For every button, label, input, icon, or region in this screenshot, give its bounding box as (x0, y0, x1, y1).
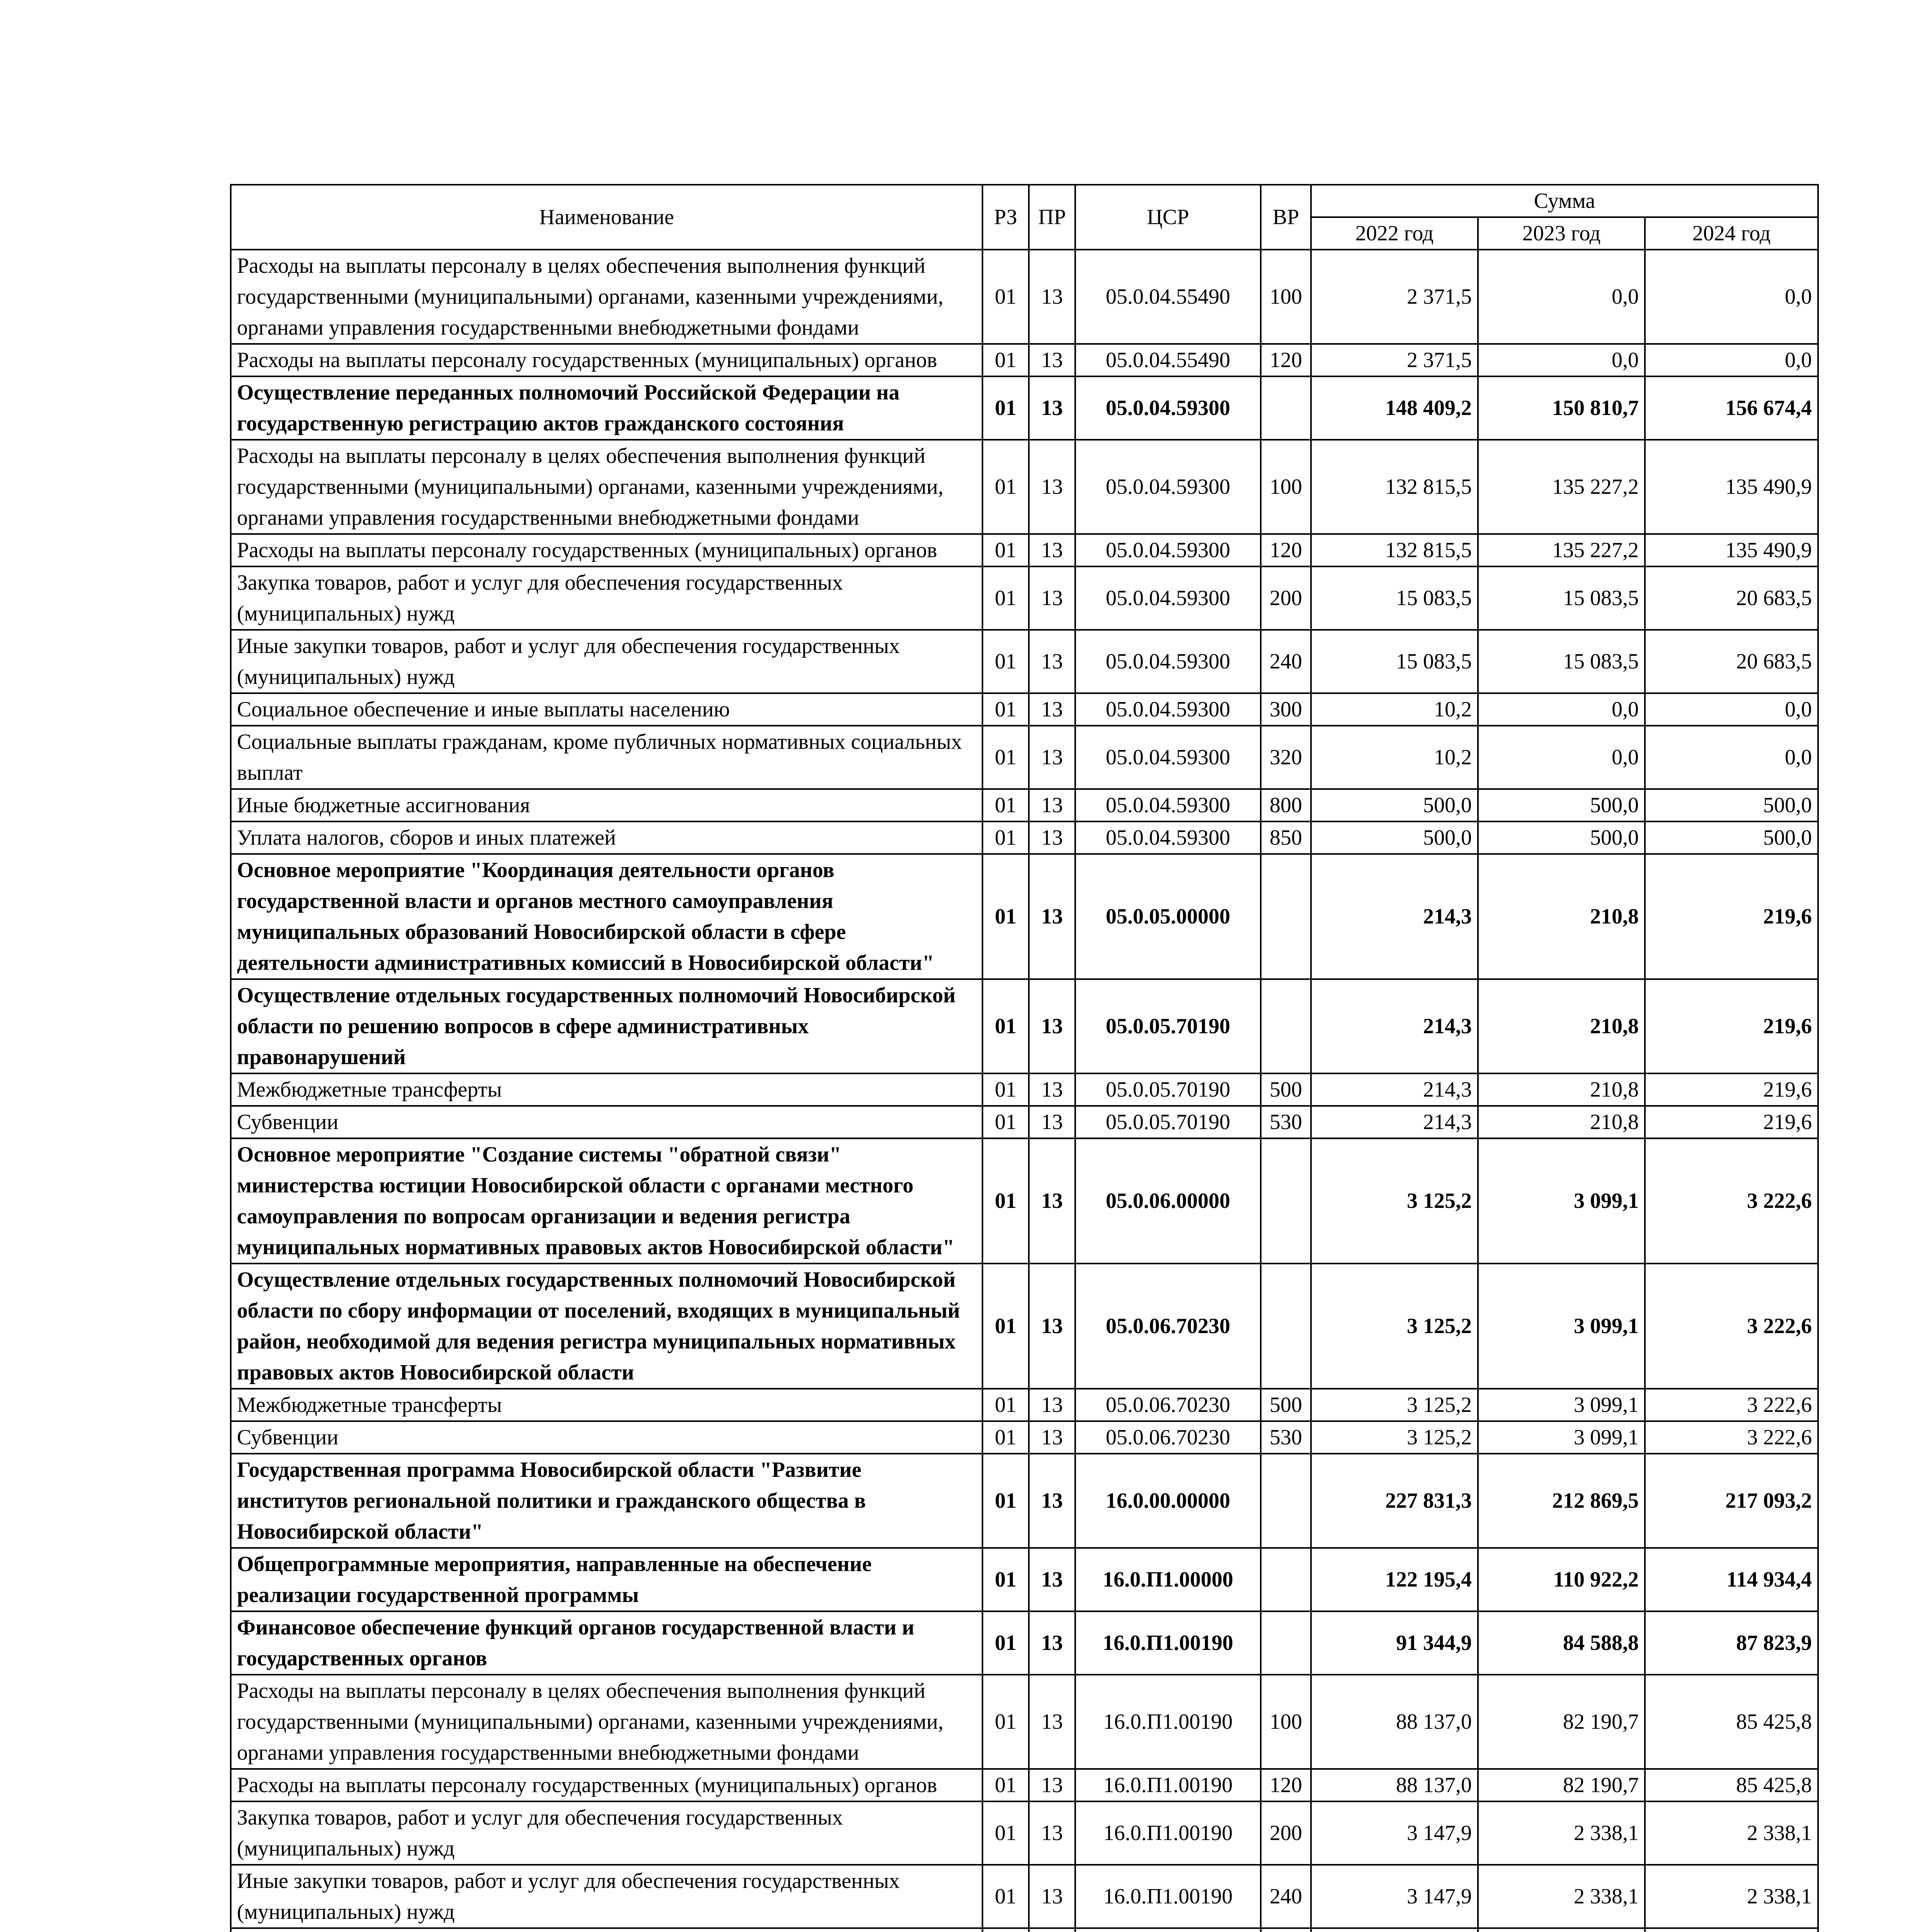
cell-amount-2024: 0,0 (1645, 344, 1818, 376)
cell-amount-2023: 3 099,1 (1478, 1389, 1645, 1421)
cell-amount-2024: 219,6 (1645, 1073, 1818, 1106)
table-row (231, 1611, 1818, 1675)
cell-pr: 13 (1029, 821, 1075, 854)
cell-csr: 05.0.04.59300 (1075, 821, 1261, 854)
cell-amount-2022: 132 815,5 (1311, 440, 1478, 534)
cell-amount-2024: 20 683,5 (1645, 566, 1818, 630)
cell-name: Социальное обеспечение и иные выплаты населению (231, 693, 982, 726)
cell-vr: 300 (1261, 693, 1311, 726)
budget-table (230, 184, 1819, 1932)
cell-amount-2022: 3 147,9 (1311, 1801, 1478, 1865)
cell-rz: 01 (982, 1389, 1029, 1421)
cell-amount-2022: 3 147,9 (1311, 1865, 1478, 1928)
cell-amount-2022: 3 125,2 (1311, 1138, 1478, 1264)
cell-amount-2022: 214,3 (1311, 854, 1478, 979)
cell-amount-2023: 0,0 (1478, 693, 1645, 726)
cell-csr: 16.0.П1.00190 (1075, 1769, 1261, 1801)
cell-pr (1029, 1928, 1075, 1932)
cell-csr: 16.0.00.00000 (1075, 1454, 1261, 1548)
cell-amount-2023 (1478, 1928, 1645, 1932)
cell-pr: 13 (1029, 250, 1075, 344)
cell-name: Осуществление переданных полномочий Российской Федерации на государственную регистрацию актов гражданского состояния (231, 376, 982, 440)
cell-rz: 01 (982, 440, 1029, 534)
cell-vr: 120 (1261, 344, 1311, 376)
cell-csr: 05.0.04.59300 (1075, 376, 1261, 440)
table-row (231, 1389, 1818, 1421)
cell-vr (1261, 1138, 1311, 1264)
cell-name: Осуществление отдельных государственных полномочий Новосибирской области по решению вопросов в сфере административных правонарушений (231, 979, 982, 1073)
cell-rz: 01 (982, 344, 1029, 376)
cell-pr: 13 (1029, 726, 1075, 789)
cell-rz: 01 (982, 250, 1029, 344)
cell-name: Расходы на выплаты персоналу в целях обеспечения выполнения функций государственными (муниципальными) органами, казенными учреждениями, органами управления государственными внебюджетными фондами (231, 250, 982, 344)
table-row (231, 979, 1818, 1073)
header-year-2023: 2023 год (1478, 217, 1645, 250)
cell-amount-2022: 88 137,0 (1311, 1675, 1478, 1769)
cell-name: Иные бюджетные ассигнования (231, 789, 982, 821)
table-row (231, 854, 1818, 979)
cell-name: Межбюджетные трансферты (231, 1073, 982, 1106)
cell-rz: 01 (982, 1611, 1029, 1675)
cell-csr: 05.0.05.70190 (1075, 1106, 1261, 1138)
cell-csr: 05.0.04.55490 (1075, 344, 1261, 376)
cell-amount-2022 (1311, 1928, 1478, 1932)
cell-amount-2023: 500,0 (1478, 789, 1645, 821)
table-row (231, 376, 1818, 440)
cell-amount-2024: 3 222,6 (1645, 1264, 1818, 1389)
table-row (231, 1454, 1818, 1548)
cell-amount-2023: 2 338,1 (1478, 1801, 1645, 1865)
cell-vr (1261, 1264, 1311, 1389)
cell-pr: 13 (1029, 344, 1075, 376)
cell-amount-2024: 219,6 (1645, 854, 1818, 979)
cell-amount-2024: 500,0 (1645, 821, 1818, 854)
cell-name: Уплата налогов, сборов и иных платежей (231, 821, 982, 854)
cell-csr: 16.0.П1.00000 (1075, 1548, 1261, 1611)
cell-amount-2023: 15 083,5 (1478, 566, 1645, 630)
table-row (231, 726, 1818, 789)
cell-pr: 13 (1029, 534, 1075, 566)
cell-rz (982, 1928, 1029, 1932)
cell-amount-2024: 85 425,8 (1645, 1675, 1818, 1769)
cell-csr: 05.0.04.59300 (1075, 789, 1261, 821)
cell-name: Общепрограммные мероприятия, направленные на обеспечение реализации государственной программы (231, 1548, 982, 1611)
cell-pr: 13 (1029, 1421, 1075, 1454)
cell-csr: 05.0.05.00000 (1075, 854, 1261, 979)
cell-name (231, 1928, 982, 1932)
cell-rz: 01 (982, 1548, 1029, 1611)
cell-vr: 100 (1261, 1675, 1311, 1769)
cell-amount-2023: 3 099,1 (1478, 1421, 1645, 1454)
cell-vr: 200 (1261, 566, 1311, 630)
cell-csr: 16.0.П1.00190 (1075, 1675, 1261, 1769)
cell-csr: 05.0.06.70230 (1075, 1389, 1261, 1421)
cell-amount-2024: 3 222,6 (1645, 1421, 1818, 1454)
cell-pr: 13 (1029, 854, 1075, 979)
cell-amount-2022: 214,3 (1311, 1073, 1478, 1106)
cell-amount-2023: 82 190,7 (1478, 1675, 1645, 1769)
cell-pr: 13 (1029, 566, 1075, 630)
cell-pr: 13 (1029, 789, 1075, 821)
cell-name: Расходы на выплаты персоналу государственных (муниципальных) органов (231, 534, 982, 566)
cell-csr: 05.0.05.70190 (1075, 979, 1261, 1073)
cell-amount-2023: 500,0 (1478, 821, 1645, 854)
header-row-top (231, 185, 1818, 217)
cell-csr: 16.0.П1.00190 (1075, 1801, 1261, 1865)
cell-amount-2024: 135 490,9 (1645, 440, 1818, 534)
cell-csr: 05.0.04.59300 (1075, 566, 1261, 630)
cell-pr: 13 (1029, 1865, 1075, 1928)
cell-amount-2022: 214,3 (1311, 1106, 1478, 1138)
cell-amount-2022: 15 083,5 (1311, 630, 1478, 693)
cell-amount-2023: 210,8 (1478, 979, 1645, 1073)
cell-vr: 530 (1261, 1421, 1311, 1454)
cell-vr: 240 (1261, 1865, 1311, 1928)
cell-pr: 13 (1029, 1138, 1075, 1264)
cell-amount-2023: 210,8 (1478, 1106, 1645, 1138)
cell-vr: 120 (1261, 534, 1311, 566)
header-name: Наименование (231, 185, 982, 250)
cell-amount-2024: 114 934,4 (1645, 1548, 1818, 1611)
table-row (231, 821, 1818, 854)
cell-amount-2022: 3 125,2 (1311, 1264, 1478, 1389)
cell-vr (1261, 1454, 1311, 1548)
cell-amount-2024: 0,0 (1645, 693, 1818, 726)
cell-rz: 01 (982, 1138, 1029, 1264)
cell-amount-2024: 0,0 (1645, 726, 1818, 789)
cell-vr (1261, 376, 1311, 440)
cell-name: Осуществление отдельных государственных полномочий Новосибирской области по сбору информации от поселений, входящих в муниципальный район, необходимой для ведения регистра муниципальных нормативных правовых актов Новосибирской области (231, 1264, 982, 1389)
cell-amount-2022: 88 137,0 (1311, 1769, 1478, 1801)
table-row (231, 1865, 1818, 1928)
table-row (231, 1548, 1818, 1611)
cell-vr: 800 (1261, 789, 1311, 821)
cell-amount-2023: 0,0 (1478, 344, 1645, 376)
cell-vr: 100 (1261, 250, 1311, 344)
cell-amount-2022: 2 371,5 (1311, 344, 1478, 376)
cell-amount-2022: 91 344,9 (1311, 1611, 1478, 1675)
header-sum: Сумма (1311, 185, 1818, 217)
table-row (231, 344, 1818, 376)
cell-rz: 01 (982, 1264, 1029, 1389)
cell-amount-2024: 3 222,6 (1645, 1389, 1818, 1421)
cell-amount-2024: 135 490,9 (1645, 534, 1818, 566)
cell-amount-2024: 2 338,1 (1645, 1865, 1818, 1928)
cell-pr: 13 (1029, 440, 1075, 534)
cell-pr: 13 (1029, 1264, 1075, 1389)
cell-rz: 01 (982, 854, 1029, 979)
cell-pr: 13 (1029, 630, 1075, 693)
cell-amount-2024: 0,0 (1645, 250, 1818, 344)
cell-name: Субвенции (231, 1106, 982, 1138)
cell-pr: 13 (1029, 1801, 1075, 1865)
cell-pr: 13 (1029, 979, 1075, 1073)
cell-name: Финансовое обеспечение функций органов государственной власти и государственных органов (231, 1611, 982, 1675)
cell-amount-2024: 87 823,9 (1645, 1611, 1818, 1675)
table-row (231, 1106, 1818, 1138)
cell-rz: 01 (982, 1865, 1029, 1928)
cell-name: Расходы на выплаты персоналу в целях обеспечения выполнения функций государственными (муниципальными) органами, казенными учреждениями, органами управления государственными внебюджетными фондами (231, 440, 982, 534)
cell-amount-2022: 2 371,5 (1311, 250, 1478, 344)
table-row (231, 789, 1818, 821)
cell-rz: 01 (982, 566, 1029, 630)
cell-amount-2023: 84 588,8 (1478, 1611, 1645, 1675)
cell-name: Межбюджетные трансферты (231, 1389, 982, 1421)
cell-rz: 01 (982, 1801, 1029, 1865)
cell-amount-2024: 20 683,5 (1645, 630, 1818, 693)
cell-vr: 500 (1261, 1073, 1311, 1106)
cell-vr (1261, 1928, 1311, 1932)
cell-amount-2022: 500,0 (1311, 789, 1478, 821)
cell-rz: 01 (982, 1454, 1029, 1548)
cell-name: Расходы на выплаты персоналу государственных (муниципальных) органов (231, 344, 982, 376)
cell-amount-2023: 210,8 (1478, 854, 1645, 979)
cell-amount-2023: 150 810,7 (1478, 376, 1645, 440)
cell-amount-2022: 500,0 (1311, 821, 1478, 854)
cell-csr: 05.0.04.59300 (1075, 630, 1261, 693)
cell-vr (1261, 979, 1311, 1073)
table-row (231, 250, 1818, 344)
cell-amount-2022: 214,3 (1311, 979, 1478, 1073)
cell-rz: 01 (982, 630, 1029, 693)
cell-vr: 200 (1261, 1801, 1311, 1865)
cell-pr: 13 (1029, 1769, 1075, 1801)
cell-vr: 320 (1261, 726, 1311, 789)
cell-rz: 01 (982, 1073, 1029, 1106)
cell-name: Расходы на выплаты персоналу в целях обеспечения выполнения функций государственными (муниципальными) органами, казенными учреждениями, органами управления государственными внебюджетными фондами (231, 1675, 982, 1769)
header-pr: ПР (1029, 185, 1075, 250)
cell-rz: 01 (982, 1675, 1029, 1769)
cell-amount-2022: 227 831,3 (1311, 1454, 1478, 1548)
cell-vr: 120 (1261, 1769, 1311, 1801)
table-row (231, 440, 1818, 534)
cell-amount-2023: 2 338,1 (1478, 1865, 1645, 1928)
table-row (231, 534, 1818, 566)
cell-vr (1261, 1611, 1311, 1675)
cell-csr: 05.0.04.59300 (1075, 534, 1261, 566)
cell-vr: 500 (1261, 1389, 1311, 1421)
cell-amount-2024: 156 674,4 (1645, 376, 1818, 440)
cell-vr: 100 (1261, 440, 1311, 534)
cell-pr: 13 (1029, 1675, 1075, 1769)
cell-amount-2022: 15 083,5 (1311, 566, 1478, 630)
cell-name: Иные закупки товаров, работ и услуг для обеспечения государственных (муниципальных) нужд (231, 630, 982, 693)
cell-pr: 13 (1029, 1389, 1075, 1421)
table-row (231, 1801, 1818, 1865)
cell-name: Основное мероприятие "Создание системы "обратной связи" министерства юстиции Новосибирской области с органами местного самоуправления по вопросам организации и ведения регистра муниципальных нормативных правовых актов Новосибирской области" (231, 1138, 982, 1264)
cell-rz: 01 (982, 693, 1029, 726)
table-row (231, 1264, 1818, 1389)
cell-amount-2022: 148 409,2 (1311, 376, 1478, 440)
cell-name: Закупка товаров, работ и услуг для обеспечения государственных (муниципальных) нужд (231, 1801, 982, 1865)
cell-rz: 01 (982, 789, 1029, 821)
cell-amount-2024: 219,6 (1645, 979, 1818, 1073)
cell-csr: 05.0.04.59300 (1075, 693, 1261, 726)
table-row (231, 1073, 1818, 1106)
table-body (231, 250, 1818, 1932)
cell-csr: 05.0.05.70190 (1075, 1073, 1261, 1106)
table-row (231, 1421, 1818, 1454)
header-year-2022: 2022 год (1311, 217, 1478, 250)
cell-rz: 01 (982, 979, 1029, 1073)
cell-vr (1261, 1548, 1311, 1611)
cell-pr: 13 (1029, 1106, 1075, 1138)
header-csr: ЦСР (1075, 185, 1261, 250)
cell-vr: 530 (1261, 1106, 1311, 1138)
cell-name: Иные закупки товаров, работ и услуг для обеспечения государственных (муниципальных) нужд (231, 1865, 982, 1928)
cell-amount-2023: 0,0 (1478, 726, 1645, 789)
cell-amount-2023: 15 083,5 (1478, 630, 1645, 693)
cell-name: Закупка товаров, работ и услуг для обеспечения государственных (муниципальных) нужд (231, 566, 982, 630)
cell-pr: 13 (1029, 1548, 1075, 1611)
cell-amount-2022: 10,2 (1311, 693, 1478, 726)
cell-csr: 05.0.06.70230 (1075, 1421, 1261, 1454)
cell-amount-2023: 135 227,2 (1478, 440, 1645, 534)
cell-csr (1075, 1928, 1261, 1932)
cell-rz: 01 (982, 821, 1029, 854)
cell-amount-2023: 82 190,7 (1478, 1769, 1645, 1801)
cell-pr: 13 (1029, 376, 1075, 440)
header-rz: РЗ (982, 185, 1029, 250)
cell-csr: 16.0.П1.00190 (1075, 1611, 1261, 1675)
table-row (231, 1769, 1818, 1801)
header-year-2024: 2024 год (1645, 217, 1818, 250)
cell-rz: 01 (982, 726, 1029, 789)
cell-csr: 16.0.П1.00190 (1075, 1865, 1261, 1928)
cell-pr: 13 (1029, 693, 1075, 726)
cell-amount-2022: 10,2 (1311, 726, 1478, 789)
cell-rz: 01 (982, 376, 1029, 440)
cell-amount-2023: 135 227,2 (1478, 534, 1645, 566)
cell-amount-2024: 500,0 (1645, 789, 1818, 821)
cell-name: Расходы на выплаты персоналу государственных (муниципальных) органов (231, 1769, 982, 1801)
cell-pr: 13 (1029, 1454, 1075, 1548)
cell-amount-2022: 132 815,5 (1311, 534, 1478, 566)
cell-amount-2024: 217 093,2 (1645, 1454, 1818, 1548)
cell-pr: 13 (1029, 1073, 1075, 1106)
cell-amount-2023: 3 099,1 (1478, 1138, 1645, 1264)
cell-amount-2023: 212 869,5 (1478, 1454, 1645, 1548)
cell-rz: 01 (982, 1106, 1029, 1138)
table-row (231, 1928, 1818, 1932)
cell-name: Государственная программа Новосибирской области "Развитие институтов региональной политики и гражданского общества в Новосибирской области" (231, 1454, 982, 1548)
cell-amount-2024: 3 222,6 (1645, 1138, 1818, 1264)
cell-amount-2023: 210,8 (1478, 1073, 1645, 1106)
cell-amount-2022: 3 125,2 (1311, 1421, 1478, 1454)
cell-csr: 05.0.06.00000 (1075, 1138, 1261, 1264)
cell-amount-2022: 3 125,2 (1311, 1389, 1478, 1421)
table-row (231, 1138, 1818, 1264)
cell-csr: 05.0.04.55490 (1075, 250, 1261, 344)
table-row (231, 1675, 1818, 1769)
table-row (231, 693, 1818, 726)
cell-csr: 05.0.04.59300 (1075, 440, 1261, 534)
cell-amount-2024: 85 425,8 (1645, 1769, 1818, 1801)
cell-amount-2024: 2 338,1 (1645, 1801, 1818, 1865)
cell-name: Субвенции (231, 1421, 982, 1454)
cell-amount-2023: 0,0 (1478, 250, 1645, 344)
cell-vr: 850 (1261, 821, 1311, 854)
cell-rz: 01 (982, 534, 1029, 566)
cell-vr: 240 (1261, 630, 1311, 693)
header-vr: ВР (1261, 185, 1311, 250)
cell-amount-2024 (1645, 1928, 1818, 1932)
table-row (231, 566, 1818, 630)
table-row (231, 630, 1818, 693)
cell-amount-2023: 3 099,1 (1478, 1264, 1645, 1389)
cell-amount-2023: 110 922,2 (1478, 1548, 1645, 1611)
cell-vr (1261, 854, 1311, 979)
cell-amount-2022: 122 195,4 (1311, 1548, 1478, 1611)
cell-csr: 05.0.06.70230 (1075, 1264, 1261, 1389)
cell-name: Социальные выплаты гражданам, кроме публичных нормативных социальных выплат (231, 726, 982, 789)
cell-rz: 01 (982, 1421, 1029, 1454)
cell-pr: 13 (1029, 1611, 1075, 1675)
cell-csr: 05.0.04.59300 (1075, 726, 1261, 789)
cell-rz: 01 (982, 1769, 1029, 1801)
cell-amount-2024: 219,6 (1645, 1106, 1818, 1138)
cell-name: Основное мероприятие "Координация деятельности органов государственной власти и органов местного самоуправления муниципальных образований Новосибирской области в сфере деятельности административных комиссий в Новосибирской области" (231, 854, 982, 979)
